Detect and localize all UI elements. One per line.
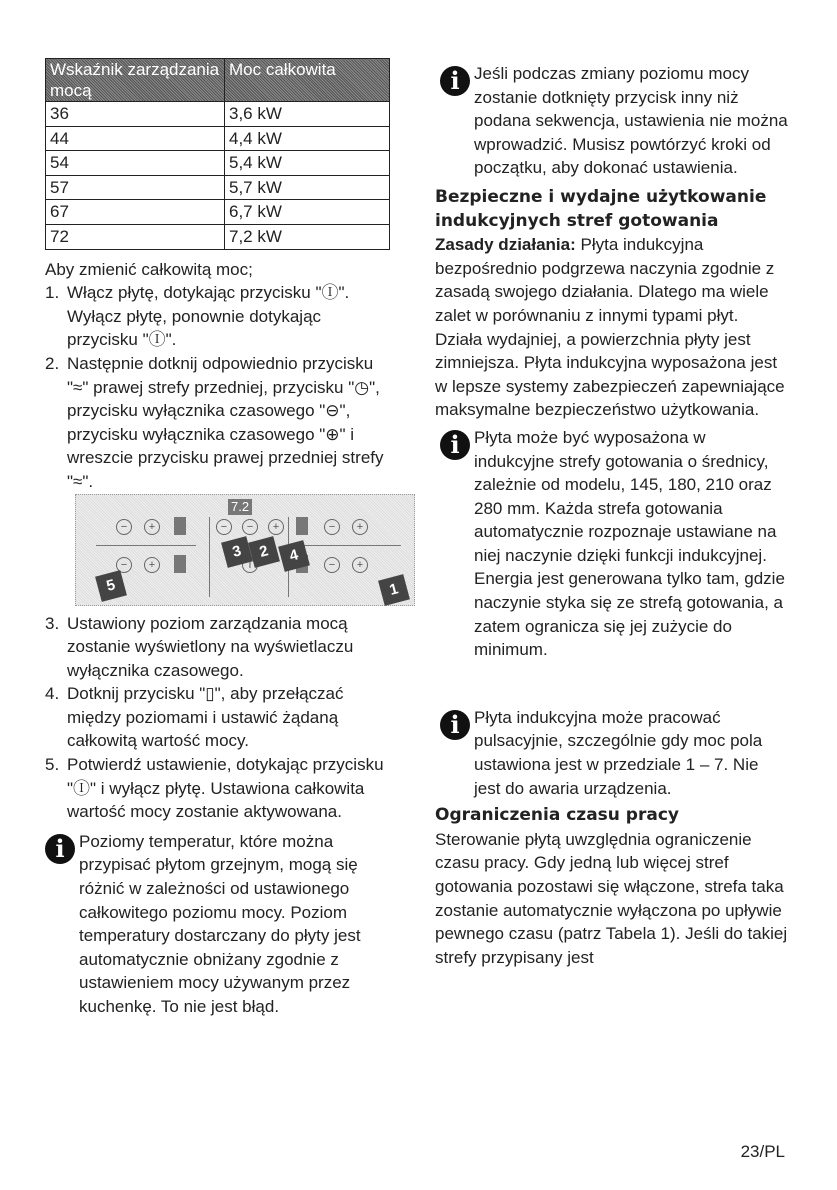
step-number: 4. bbox=[45, 684, 60, 704]
info-note-pulse: i Płyta indukcyjna może pracować pulsacyjnie, szczególnie gdy moc pola ustawiona jest w przedziale 1 – 7. Nie jest do awaria urządzenia. bbox=[440, 706, 788, 800]
table-row bbox=[46, 224, 390, 249]
power-cell: 7,2 kW bbox=[225, 224, 390, 249]
step-number: 5. bbox=[45, 755, 60, 775]
marker-4: 4 bbox=[278, 540, 310, 572]
time-limit-body: Sterowanie płytą uwzględnia ograniczenie czasu pracy. Gdy jedną lub więcej stref gotowania pozostawi się włączone, strefa taka zostanie automatycznie wyłączona po upływie pewnego czasu (patrz Tabela 1). Jeśli do takiej strefy przypisany jest bbox=[435, 829, 788, 967]
page-number: 23/PL bbox=[740, 1142, 785, 1161]
header-power: Moc całkowita bbox=[225, 59, 390, 102]
info-note-zones: i Płyta może być wyposażona w indukcyjne strefy gotowania o średnicy, zależnie od modelu, 145, 180, 210 oraz 280 mm. Każda strefa gotowania automatycznie rozpoznaje ustawiane na niej naczynie dzięki funkcji indukcyjnej. Energia jest generowana tylko tam, gdzie naczynie styka się ze strefą gotowania, a zatem ogranicza się jej zużycie do minimum. bbox=[440, 426, 788, 662]
step-number: 3. bbox=[45, 613, 60, 633]
power-cell: 4,4 kW bbox=[225, 126, 390, 151]
step-text: Potwierdź ustawienie, dotykając przycisku "Ⓘ" i wyłącz płytę. Ustawiona całkowita wartość mocy zostanie aktywowana. bbox=[67, 755, 384, 822]
power-table bbox=[45, 58, 390, 250]
marker-5: 5 bbox=[95, 570, 127, 602]
step-item bbox=[45, 753, 395, 824]
marker-3: 3 bbox=[221, 536, 253, 568]
table-row bbox=[46, 175, 390, 200]
left-column bbox=[45, 58, 401, 1019]
info-icon: i bbox=[440, 430, 470, 460]
step-item bbox=[45, 612, 395, 683]
step-item bbox=[45, 352, 395, 494]
step-number: 2. bbox=[45, 353, 60, 373]
power-cell: 5,7 kW bbox=[225, 175, 390, 200]
info-icon: i bbox=[440, 710, 470, 740]
header-indicator: Wskaźnik zarządzania mocą bbox=[46, 59, 225, 102]
indicator-cell: 54 bbox=[46, 151, 225, 176]
power-cell: 5,4 kW bbox=[225, 151, 390, 176]
table-row bbox=[46, 126, 390, 151]
indicator-cell: 72 bbox=[46, 224, 225, 249]
step-number: 1. bbox=[45, 283, 60, 303]
principle-label: Zasady działania: bbox=[435, 235, 576, 255]
power-cell: 6,7 kW bbox=[225, 200, 390, 225]
indicator-cell: 44 bbox=[46, 126, 225, 151]
table-row bbox=[46, 151, 390, 176]
table-row bbox=[46, 200, 390, 225]
marker-1: 1 bbox=[378, 574, 410, 606]
step-text: Dotknij przycisku "▯", aby przełączać między poziomami i ustawić żądaną całkowitą wartość mocy. bbox=[67, 684, 344, 751]
marker-2: 2 bbox=[248, 536, 280, 568]
heading-time-limit: Ograniczenia czasu pracy bbox=[435, 805, 679, 826]
indicator-cell: 67 bbox=[46, 200, 225, 225]
power-cell: 3,6 kW bbox=[225, 102, 390, 127]
info-icon: i bbox=[45, 834, 75, 864]
heading-safe-use: Bezpieczne i wydajne użytkowanie indukcyjnych stref gotowania bbox=[435, 186, 767, 231]
step-text: Następnie dotknij odpowiednio przycisku "≈" prawej strefy przedniej, przycisku "◷", przycisku wyłącznika czasowego "⊖", przycisku wyłącznika czasowego "⊕" i wreszcie przycisku prawej przedniej strefy "≈". bbox=[67, 353, 384, 491]
step-text: Ustawiony poziom zarządzania mocą zostanie wyświetlony na wyświetlaczu wyłącznika czasowego. bbox=[67, 613, 354, 680]
right-column: i Jeśli podczas zmiany poziomu mocy zostanie dotknięty przycisk inny niż podana sekwencja, ustawienia nie można wprowadzić. Musisz powtórzyć kroki od początku, aby dokonać ustawienia. Bezpieczne i wydajne użytkowanie indukcyjnych stref gotowania Zasady działania: Płyta indukcyjna bezpośrednio podgrzewa naczynia zgodnie z zasadą swojego działania. Dlatego ma wiele zalet w porównaniu z innymi typami płyt. Działa wydajniej, a powierzchnia płyty jest zimniejsza. Płyta indukcyjna wyposażona jest w lepsze systemy zabezpieczeń zapewniające maksymalne bezpieczeństwo użytkowania. i Płyta może być wyposażona w indukcyjne strefy gotowania o średnicy, zależnie od modelu, 145, 180, 210 oraz 280 mm. Każda strefa gotowania automatycznie rozpoznaje ustawiane na niej naczynie dzięki funkcji indukcyjnej. Energia jest generowana tylko tam, gdzie naczynie styka się ze strefą gotowania, a zatem ogranicza się jej zużycie do minimum. i Płyta indukcyjna może pracować pulsacyjnie, szczególnie gdy moc pola ustawiona jest w przedziale 1 – 7. Nie jest do awaria urządzenia. Ograniczenia czasu pracy Sterowanie płytą uwzględnia ograniczenie czasu pracy. Gdy jedną lub więcej stref gotowania pozostawi się włączone, strefa taka zostanie automatycznie wyłączona po upływie pewnego czasu (patrz Tabela 1). Jeśli do takiej strefy przypisany jest bbox=[440, 62, 788, 969]
info-icon: i bbox=[440, 66, 470, 96]
table-row bbox=[46, 102, 390, 127]
intro: Aby zmienić całkowitą moc; bbox=[45, 259, 253, 279]
step-item bbox=[45, 682, 395, 753]
indicator-cell: 36 bbox=[46, 102, 225, 127]
display: 7.2 bbox=[228, 499, 252, 515]
step-item bbox=[45, 281, 395, 352]
info-note-temperature: i Poziomy temperatur, które można przypisać płytom grzejnym, mogą się różnić w zależności od ustawionego całkowitego poziomu mocy. Poziom temperatury dostarczany do płyty jest automatycznie obniżany zgodnie z ustawieniem mocy używanym przez kuchenkę. To nie jest błąd. bbox=[45, 830, 395, 1019]
step-text: Włącz płytę, dotykając przycisku "Ⓘ". Wyłącz płytę, ponownie dotykając przycisku "Ⓘ". bbox=[67, 283, 350, 350]
info-note-sequence: i Jeśli podczas zmiany poziomu mocy zostanie dotknięty przycisk inny niż podana sekwencja, ustawienia nie można wprowadzić. Musisz powtórzyć kroki od początku, aby dokonać ustawienia. bbox=[440, 62, 788, 180]
indicator-cell: 57 bbox=[46, 175, 225, 200]
control-panel-diagram: 7.2 − + − + − − + i − + − + 3 2 4 5 1 bbox=[75, 494, 415, 606]
